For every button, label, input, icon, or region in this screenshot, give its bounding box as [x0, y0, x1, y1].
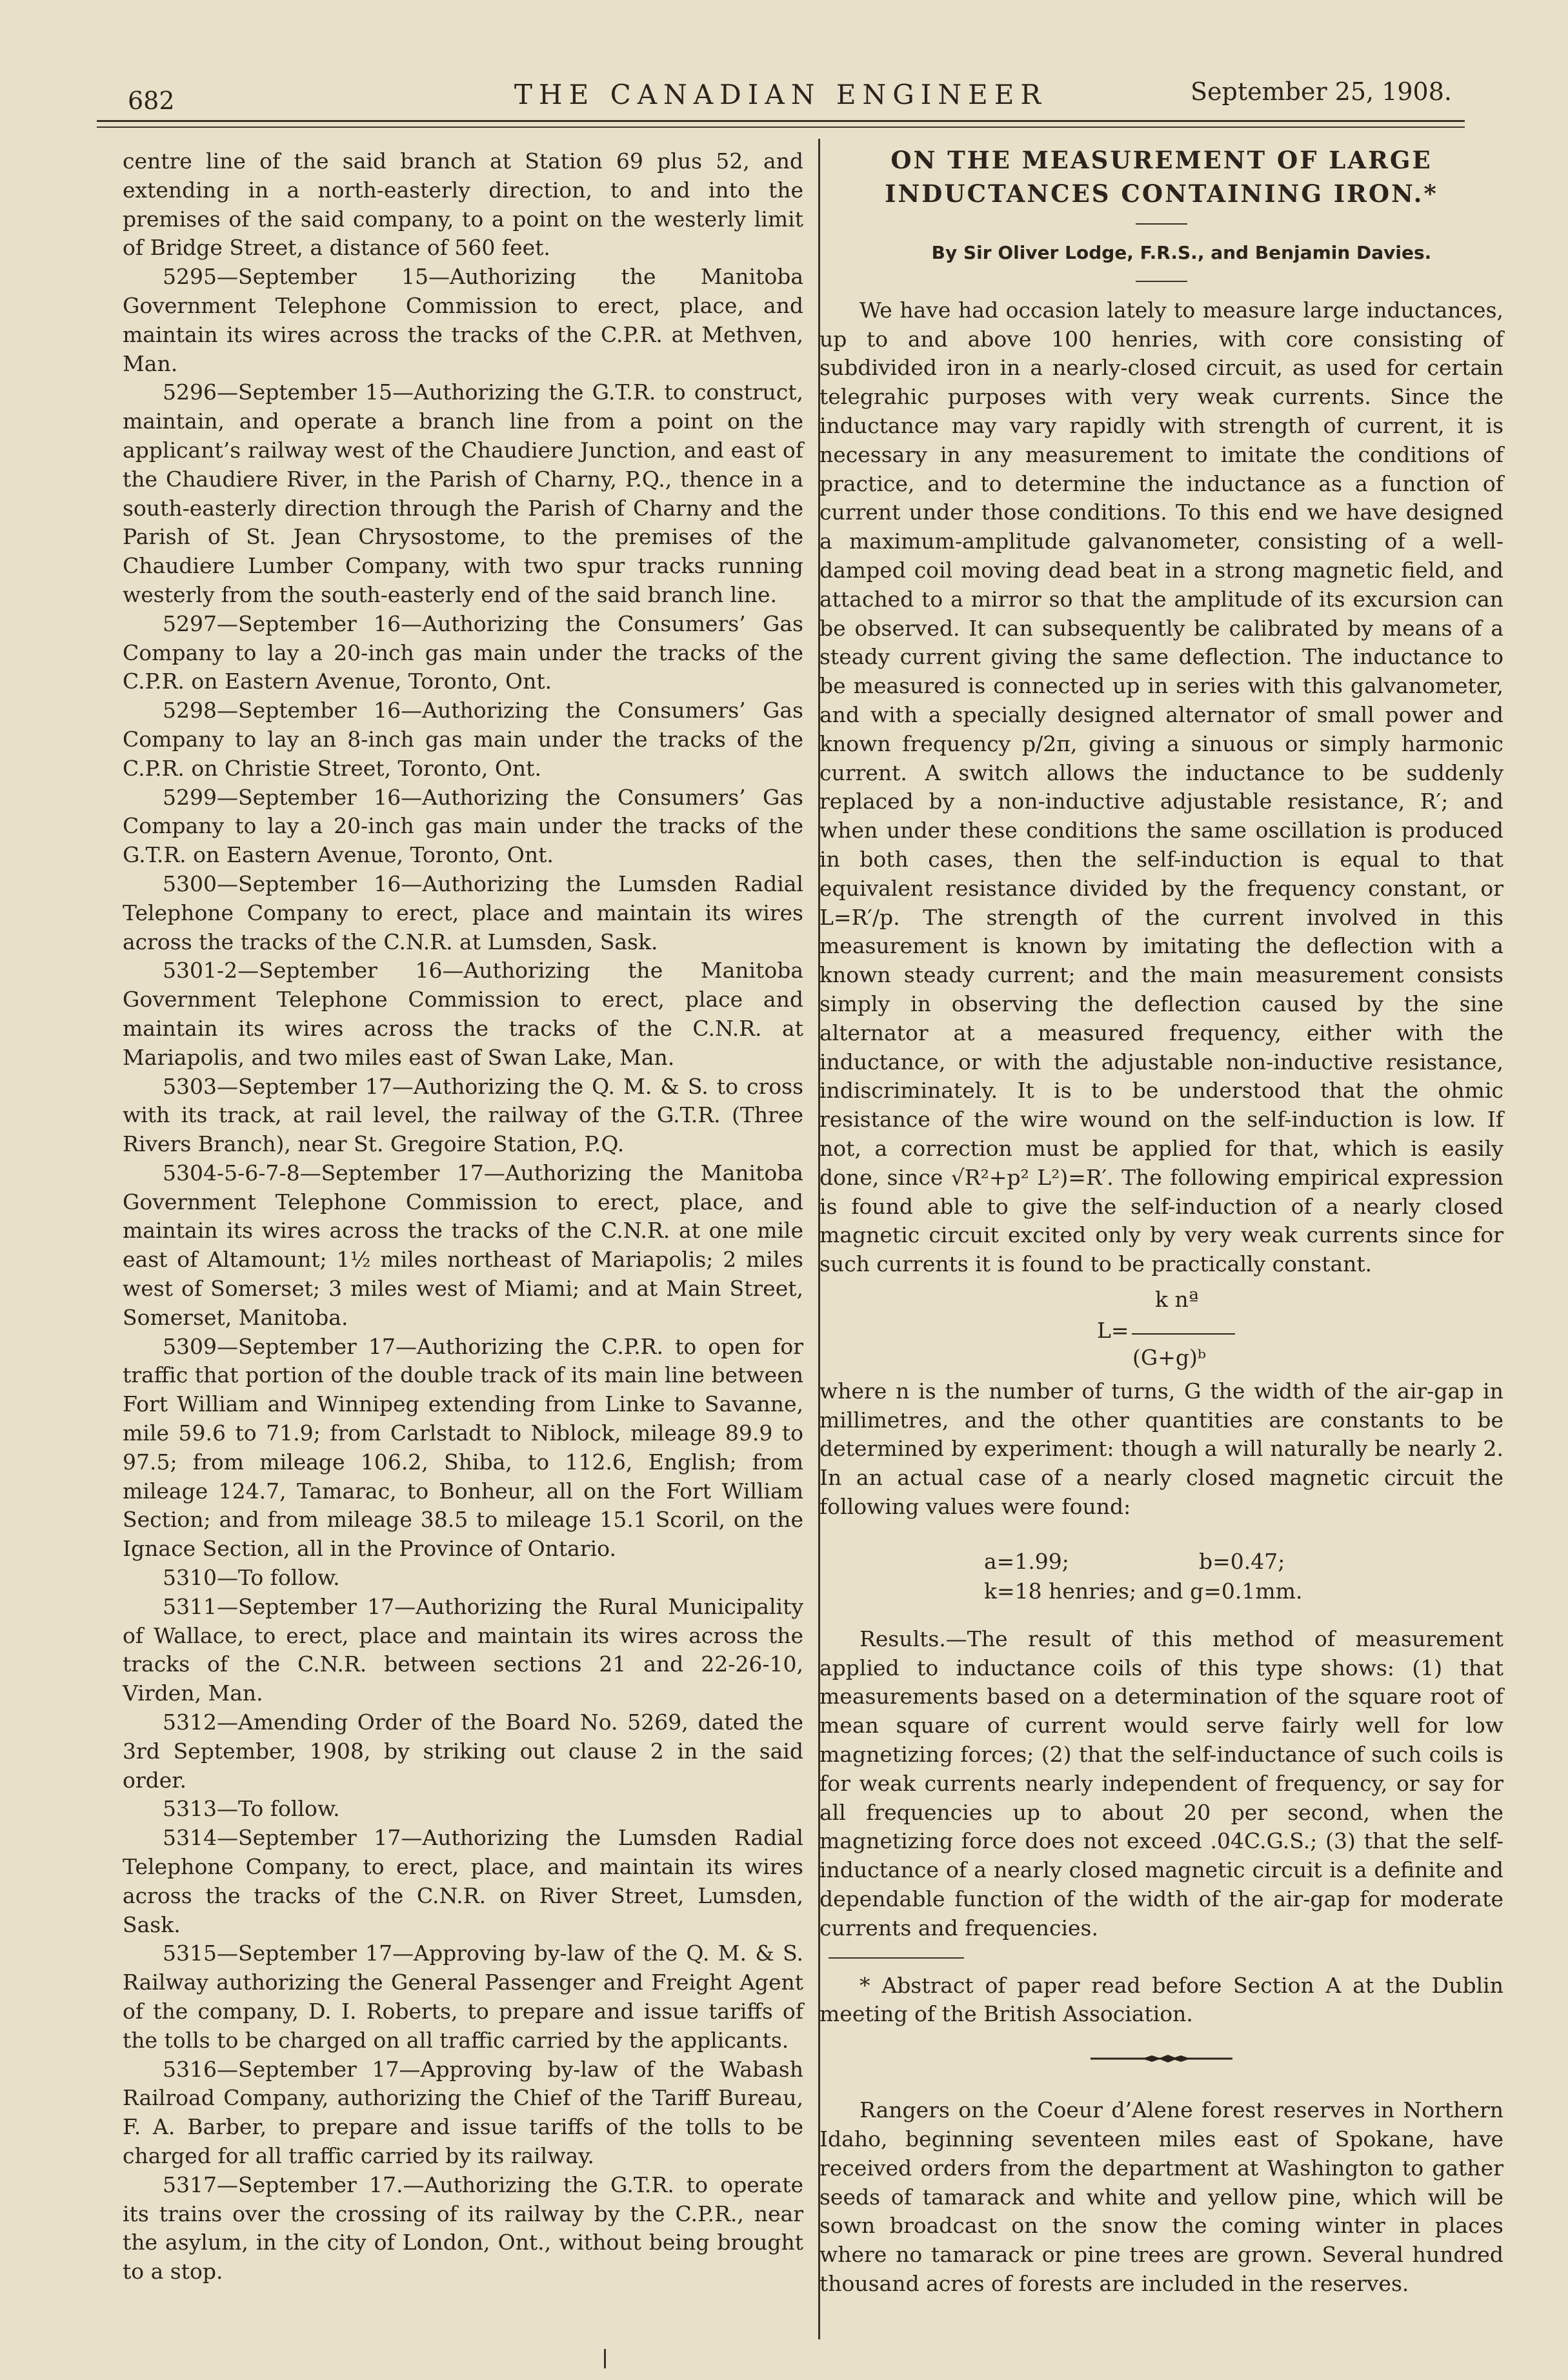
- order-paragraph: 5297—September 16—Authorizing the Consumers’ Gas Company to lay a 20-inch gas main under the tracks of the C.P.R. on Eastern Avenue, Toronto, Ont.: [123, 610, 803, 694]
- order-paragraph: 5295—September 15—Authorizing the Manitoba Government Telephone Commission to erect, place, and maintain its wires across the tracks of the C.P.R. at Methven, Man.: [123, 264, 803, 376]
- order-paragraph: 5315—September 17—Approving by-law of the Q. M. & S. Railway authorizing the General Passenger and Freight Agent of the company, D. I. Roberts, to prepare and issue tariffs of the tolls to be charged on all traffic carried by the applicants.: [123, 1941, 803, 2053]
- order-paragraph: 5316—September 17—Approving by-law of the Wabash Railroad Company, authorizing the Chief of the Tariff Bureau, F. A. Barber, to prepare and issue tariffs of the tolls to be charged for all traffic carried by its railway.: [123, 2056, 803, 2168]
- title-rule: [1136, 223, 1187, 225]
- article-byline: By Sir Oliver Lodge, F.R.S., and Benjamin Davies.: [931, 242, 1432, 263]
- formula-numerator: k nª: [1155, 1286, 1199, 1312]
- order-paragraph: 5313—To follow.: [163, 1796, 340, 1822]
- order-paragraph: 5312—Amending Order of the Board No. 5269, dated the 3rd September, 1908, by striking out clause 2 in the said order.: [123, 1709, 803, 1793]
- news-item: Rangers on the Coeur d’Alene forest reserves in Northern Idaho, beginning seventeen miles east of Spokane, have received orders from the department at Washington to gather seeds of tamarack and white and yellow pine, which will be sown broadcast on the snow the coming winter in places where no tamarack or pine trees are grown. Several hundred thousand acres of forests are included in the reserves.: [819, 2097, 1503, 2297]
- order-paragraph: 5304-5-6-7-8—September 17—Authorizing the Manitoba Government Telephone Commission to erect, place, and maintain its wires across the tracks of the C.N.R. at one mile east of Altamount; 1½ miles northeast of Mariapolis; 2 miles west of Somerset; 3 miles west of Miami; and at Main Street, Somerset, Manitoba.: [123, 1160, 803, 1330]
- inductance-formula: [819, 1279, 1503, 1377]
- formula-explanation: where n is the number of turns, G the width of the air-gap in millimetres, and the other quantities are constants to be determined by experiment: though a will naturally be nearly 2. In an actual case of a nearly closed magnetic circuit the following values were found:: [819, 1378, 1503, 1520]
- order-paragraph: 5314—September 17—Authorizing the Lumsden Radial Telephone Company, to erect, place, and maintain its wires across the tracks of the C.N.R. on River Street, Lumsden, Sask.: [123, 1825, 803, 1937]
- article-title: ON THE MEASUREMENT OF LARGE INDUCTANCES CONTAINING IRON.*: [885, 146, 1438, 208]
- byline-rule: [1136, 281, 1187, 282]
- journal-title: THE CANADIAN ENGINEER: [514, 79, 1048, 110]
- formula-denominator: (G+g)ᵇ: [1132, 1344, 1207, 1370]
- value-k-g: k=18 henries; and g=0.1mm.: [984, 1578, 1303, 1604]
- order-paragraph: 5299—September 16—Authorizing the Consumers’ Gas Company to lay a 20-inch gas main under the tracks of the G.T.R. on Eastern Avenue, Toronto, Ont.: [123, 784, 803, 868]
- fraction-bar: [1132, 1333, 1235, 1335]
- header-rule: [97, 120, 1465, 122]
- order-paragraph: 5317—September 17.—Authorizing the G.T.R. to operate its trains over the crossing of its railway by the C.P.R., near the asylum, in the city of London, Ont., without being brought to a stop.: [123, 2172, 803, 2284]
- order-paragraph: centre line of the said branch at Station 69 plus 52, and extending in a north-easterly direction, to and into the premises of the said company, to a point on the westerly limit of Bridge Street, a distance of 560 feet.: [123, 148, 803, 261]
- formula-lhs: L=: [1097, 1317, 1129, 1343]
- value-a: a=1.99;: [984, 1548, 1069, 1574]
- header-rule-thin: [97, 126, 1465, 128]
- article-body: We have had occasion lately to measure large inductances, up to and above 100 henries, with core consisting of subdivided iron in a nearly-closed circuit, as used for certain telegrahic purposes with very weak currents. Since the inductance may vary rapidly with strength of current, it is necessary in any measurement to imitate the conditions of practice, and to determine the inductance as a function of current under those conditions. To this end we have designed a maximum-amplitude galvanometer, consisting of a well-damped coil moving dead beat in a strong magnetic field, and attached to a mirror so that the amplitude of its excursion can be observed. It can subsequently be calibrated by means of a steady current giving the same deflection. The inductance to be measured is connected up in series with this galvanometer, and with a specially designed alternator of small power and known frequency p/2π, giving a sinuous or simply harmonic current. A switch allows the inductance to be suddenly replaced by a non-inductive adjustable resistance, R′; and when under these conditions the same oscillation is produced in both cases, then the self-induction is equal to that equivalent resistance divided by the frequency constant, or L=R′/p. The strength of the current involved in this measurement is known by imitating the deflection with a known steady current; and the main measurement consists simply in observing the deflection caused by the sine alternator at a measured frequency, either with the inductance, or with the adjustable non-inductive resistance, indiscriminately. It is to be understood that the ohmic resistance of the wire wound on the self-induction is low. If not, a correction must be applied for that, which is easily done, since √R²+p² L²)=R′. The following empirical expression is found able to give the self-induction of a nearly closed magnetic circuit excited only by very weak currents since for such currents it is found to be practically constant.: [819, 297, 1503, 1277]
- order-paragraph: 5300—September 16—Authorizing the Lumsden Radial Telephone Company to erect, place and maintain its wires across the tracks of the C.N.R. at Lumsden, Sask.: [123, 871, 803, 954]
- right-column: [819, 143, 1503, 2299]
- page-number: 682: [128, 86, 175, 115]
- order-paragraph: 5298—September 16—Authorizing the Consumers’ Gas Company to lay an 8-inch gas main under the tracks of the C.P.R. on Christie Street, Toronto, Ont.: [123, 698, 803, 781]
- footer-mark: [604, 2349, 606, 2368]
- order-paragraph: 5310—To follow.: [163, 1565, 340, 1591]
- constant-values: [819, 1548, 1503, 1625]
- value-b: b=0.47;: [1199, 1548, 1285, 1574]
- footnote: * Abstract of paper read before Section A at the Dublin meeting of the British Association.: [819, 1972, 1503, 2027]
- order-paragraph: 5301-2—September 16—Authorizing the Manitoba Government Telephone Commission to erect, place and maintain its wires across the tracks of the C.N.R. at Mariapolis, and two miles east of Swan Lake, Man.: [123, 958, 803, 1070]
- order-paragraph: 5303—September 17—Authorizing the Q. M. & S. to cross with its track, at rail level, the railway of the G.T.R. (Three Rivers Branch), near St. Gregoire Station, P.Q.: [123, 1073, 803, 1157]
- running-header: [97, 72, 1465, 117]
- footnote-rule: [829, 1957, 964, 1959]
- results-paragraph: Results.—The result of this method of measurement applied to inductance coils of this type shows: (1) that measurements based on a determination of the square root of mean square of current would serve fairly well for low magnetizing forces; (2) that the self-inductance of such coils is for weak currents nearly independent of frequency, or say for all frequencies up to about 20 per second, when the magnetizing force does not exceed .04C.G.S.; (3) that the self-inductance of a nearly closed magnetic circuit is a definite and dependable function of the width of the air-gap for moderate currents and frequencies.: [819, 1626, 1503, 1941]
- left-column: [123, 147, 803, 2286]
- ornament-rule-icon: [1091, 2053, 1232, 2064]
- issue-date: September 25, 1908.: [1191, 77, 1452, 106]
- order-paragraph: 5309—September 17—Authorizing the C.P.R. to open for traffic that portion of the double track of its main line between Fort William and Winnipeg extending from Linke to Savanne, mile 59.6 to 71.9; from Carlstadt to Niblock, mileage 89.9 to 97.5; from mileage 106.2, Shiba, to 112.6, English; from mileage 124.7, Tamarac, to Bonheur, all on the Fort William Section; and from mileage 38.5 to mileage 15.1 Scoril, on the Ignace Section, all in the Province of Ontario.: [123, 1333, 803, 1562]
- order-paragraph: 5296—September 15—Authorizing the G.T.R. to construct, maintain, and operate a branch line from a point on the applicant’s railway west of the Chaudiere Junction, and east of the Chaudiere River, in the Parish of Charny, P.Q., thence in a south-easterly direction through the Parish of Charny and the Parish of St. Jean Chrysostome, to the premises of the Chaudiere Lumber Company, with two spur tracks running westerly from the south-easterly end of the said branch line.: [123, 379, 803, 607]
- section-ornament: [819, 2050, 1503, 2069]
- order-paragraph: 5311—September 17—Authorizing the Rural Municipality of Wallace, to erect, place and maintain its wires across the tracks of the C.N.R. between sections 21 and 22-26-10, Virden, Man.: [123, 1593, 803, 1706]
